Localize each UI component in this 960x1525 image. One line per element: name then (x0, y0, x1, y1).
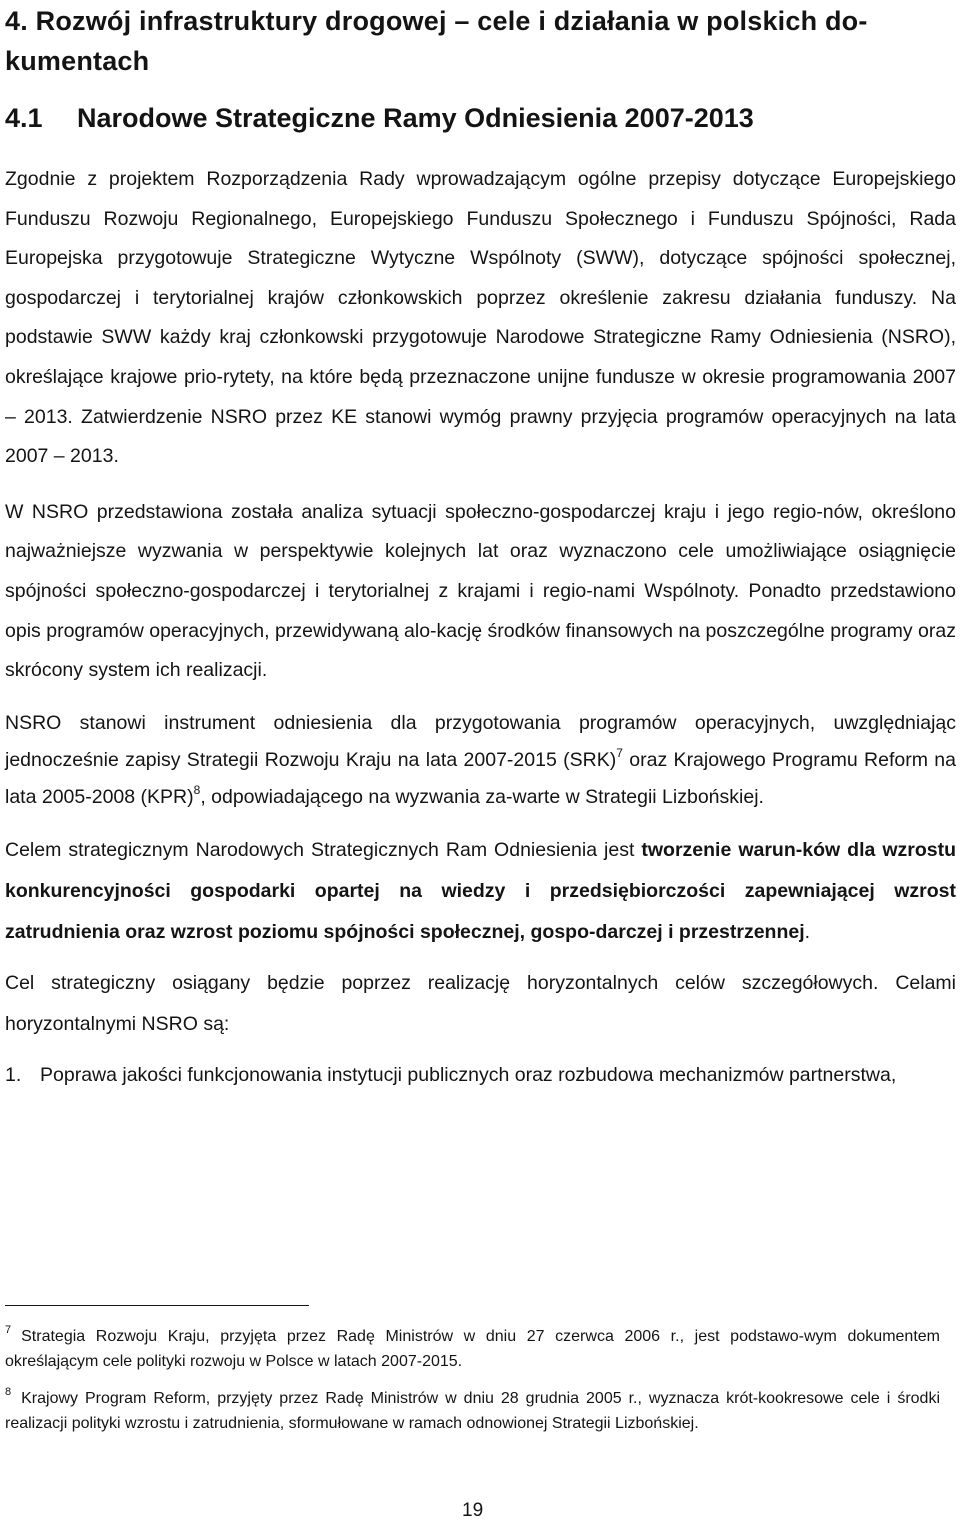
footnote-7 (5, 1324, 940, 1374)
footnote-8-text: Krajowy Program Reform, przyjęty przez Radę Ministrów w dniu 28 grudnia 2005 r., wyznacza krót-kookresowe cele i środki realizacji polityki wzrostu i zatrudnienia, sformułowane w ramach odnowionej Strategii Lizbońskiej. (5, 1390, 940, 1432)
section-heading (5, 98, 956, 138)
footnote-separator (5, 1305, 309, 1306)
footnote-8-marker: 8 (5, 1386, 12, 1398)
section-number: 4.1 (5, 103, 43, 133)
chapter-title-line2: kumentach (5, 46, 150, 76)
chapter-heading (5, 0, 956, 81)
paragraph-3-text-b: oraz Krajowego Programu Reform na lata 2005-2008 (KPR) (5, 748, 956, 808)
paragraph-3-text-c: , odpowiadającego na wyzwania za-warte w Strategii Lizbońskiej. (200, 785, 764, 808)
footnote-8 (5, 1386, 940, 1436)
paragraph-2: W NSRO przedstawiona została analiza sytuacji społeczno-gospodarczej kraju i jego regio-nów, określono najważniejsze wyzwania w perspektywie kolejnych lat oraz wyznaczono cele umożliwiające osiągnięcie spójności społeczno-gospodarczej i terytorialnej z krajami i regio-nami Wspólnoty. Ponadto przedstawiono opis programów operacyjnych, przewidywaną alo-kację środków finansowych na poszczególne programy oraz skrócony system ich realizacji. (5, 500, 956, 682)
footnote-7-text: Strategia Rozwoju Kraju, przyjęta przez Radę Ministrów w dniu 27 czerwca 2006 r., jest podstawo-wym dokumentem określającym cele polityki rozwoju w Polsce w latach 2007-2015. (5, 1328, 940, 1370)
page-number: 19 (462, 1500, 484, 1521)
footnote-ref-8[interactable]: 8 (193, 782, 201, 797)
paragraph-4-text-a: Celem strategicznym Narodowych Strategicznych Ram Odniesienia jest (5, 838, 642, 861)
paragraph-1: Zgodnie z projektem Rozporządzenia Rady wprowadzającym ogólne przepisy dotyczące Europejskiego Funduszu Rozwoju Regionalnego, Europejskiego Funduszu Społecznego i Funduszu Spójności, Rada Europejska przygotowuje Strategiczne Wytyczne Wspólnoty (SWW), dotyczące spójności społecznej, gospodarczej i terytorialnej krajów członkowskich poprzez określenie zakresu działania funduszy. Na podstawie SWW każdy kraj członkowski przygotowuje Narodowe Strategiczne Ramy Odniesienia (NSRO), określające krajowe prio-rytety, na które będą przeznaczone unijne fundusze w okresie programowania 2007 – 2013. Zatwierdzenie NSRO przez KE stanowi wymóg prawny przyjęcia programów operacyjnych na lata 2007 – 2013. (5, 168, 956, 468)
paragraph-3-text-a: NSRO stanowi instrument odniesienia dla przygotowania programów operacyjnych, uwzględniając jednocześnie zapisy Strategii Rozwoju Kraju na lata 2007-2015 (SRK) (5, 711, 956, 771)
footnotes (5, 1324, 940, 1436)
paragraph-4 (5, 830, 956, 953)
footnote-7-marker: 7 (5, 1324, 12, 1336)
paragraph-3 (5, 705, 956, 816)
list-item-text: Poprawa jakości funkcjonowania instytucji publicznych oraz rozbudowa mechanizmów partnerstwa, (40, 1063, 897, 1086)
section-title: Narodowe Strategiczne Ramy Odniesienia 2007-2013 (77, 103, 754, 133)
chapter-title-line1: 4. Rozwój infrastruktury drogowej – cele i działania w polskich do- (5, 6, 868, 36)
list-item (5, 1053, 956, 1098)
list-item-number: 1. (5, 1063, 22, 1086)
document-page (5, 0, 956, 1098)
footnote-ref-7[interactable]: 7 (616, 745, 623, 760)
paragraph-4-text-b: . (804, 920, 811, 943)
strategic-goal-bold: tworzenie warun-ków dla wzrostu konkurencyjności gospodarki opartej na wiedzy i przedsiębiorczości zapewniającej wzrost zatrudnienia oraz wzrost poziomu spójności społecznej, gospo-darczej i przestrzennej (5, 838, 956, 943)
paragraph-5: Cel strategiczny osiągany będzie poprzez realizację horyzontalnych celów szczegółowych. Celami horyzontalnymi NSRO są: (5, 971, 956, 1035)
